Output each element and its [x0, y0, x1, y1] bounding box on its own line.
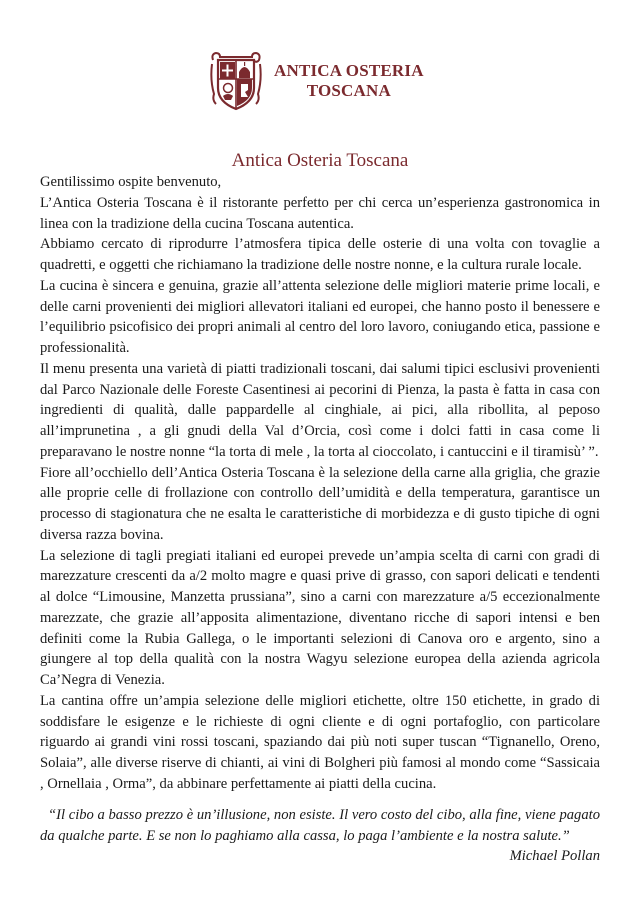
paragraph-wine-cellar: La cantina offre un’ampia selezione delle migliori etichette, oltre 150 etichette, in grado di soddisfare le esigenze e le richieste di ogni cliente e di ogni portafoglio, con particolare riguardo ai grandi vini rossi toscani, spaziando dai più noti super tuscan “Tignanello, Oreno, Solaia”, alle diverse riserve di chianti, ai vini di Bolgheri più famosi al mondo come “Sassicaia , Ornellaia , Orma”, da abbinare perfettamente ai piatti della cucina.	[40, 692, 600, 792]
page-title: Antica Osteria Toscana	[231, 150, 409, 171]
brand-logo	[210, 50, 424, 112]
brand-name-line2: TOSCANA	[306, 81, 391, 100]
paragraph-intro: L’Antica Osteria Toscana è il ristorante perfetto per chi cerca un’esperienza gastronomica in linea con la tradizione della cucina Toscana autentica.	[40, 194, 600, 232]
brand-name	[274, 61, 424, 101]
coat-of-arms-icon	[210, 50, 262, 112]
quote-author: Michael Pollan	[509, 848, 600, 864]
body-text	[40, 172, 600, 795]
quote-block	[40, 805, 600, 867]
paragraph-menu: Il menu presenta una varietà di piatti tradizionali toscani, dai salumi tipici esclusivi provenienti dal Parco Nazionale delle Foreste Casentinesi ai pecorini di Pienza, la pasta è fatta in casa con ingredienti di qualità, dalle pappardelle al cinghiale, ai pici, alla ribollita, al peposo all’imprunetina , a gli gnudi della Val d’Orcia, così come i dolci fatti in casa come li preparavano le nostre nonne “la torta di mele , la torta al cioccolato, i cantuccini e il tiramisù’ ”.	[40, 360, 600, 460]
brand-name-line1: ANTICA OSTERIA	[274, 61, 424, 80]
paragraph-kitchen: La cucina è sincera e genuina, grazie all’attenta selezione delle migliori materie prime locali, e delle carni provenienti dei migliori allevatori italiani ed europei, che hanno posto il benessere e l’equilibrio psicofisico dei propri animali al centro del loro lavoro, coniugando etica, passione e professionalità.	[40, 277, 600, 356]
greeting: Gentilissimo ospite benvenuto,	[40, 174, 222, 190]
paragraph-meat-selection: La selezione di tagli pregiati italiani ed europei prevede un’ampia scelta di carni con gradi di marezzature crescenti da a/2 molto magre e quasi prive di grasso, con sapori delicati e tendenti al dolce “Limousine, Manzetta prussiana”, sino a carni con marezzature a/5 eccezionalmente marezzate, che grazie all’apposita alimentazione, diventano ricche di sapori intensi e ben definiti come la Rubia Gallega, o le importanti selezioni di Canova oro e argento, sino a giungere al top della qualità con la nostra Wagyu selezione europea della azienda agricola Ca’Negra di Venezia.	[40, 547, 600, 688]
paragraph-atmosphere: Abbiamo cercato di riprodurre l’atmosfera tipica delle osterie di una volta con tovaglie a quadretti, e oggetti che richiamano la tradizione delle nostre nonne, e la cultura rurale locale.	[40, 236, 600, 273]
quote-text: “Il cibo a basso prezzo è un’illusione, non esiste. Il vero costo del cibo, alla fine, viene pagato da qualche parte. E se non lo paghiamo alla cassa, lo paga l’ambiente e la nostra salute.”	[40, 807, 600, 844]
paragraph-grill: Fiore all’occhiello dell’Antica Osteria Toscana è la selezione della carne alla griglia, che grazie alle proprie celle di frollazione con controllo dell’umidità e della temperatura, garantisce un processo di stagionatura che ne esalta le caratteristiche di morbidezza e di gusto tipiche di ogni diversa razza bovina.	[40, 464, 600, 543]
